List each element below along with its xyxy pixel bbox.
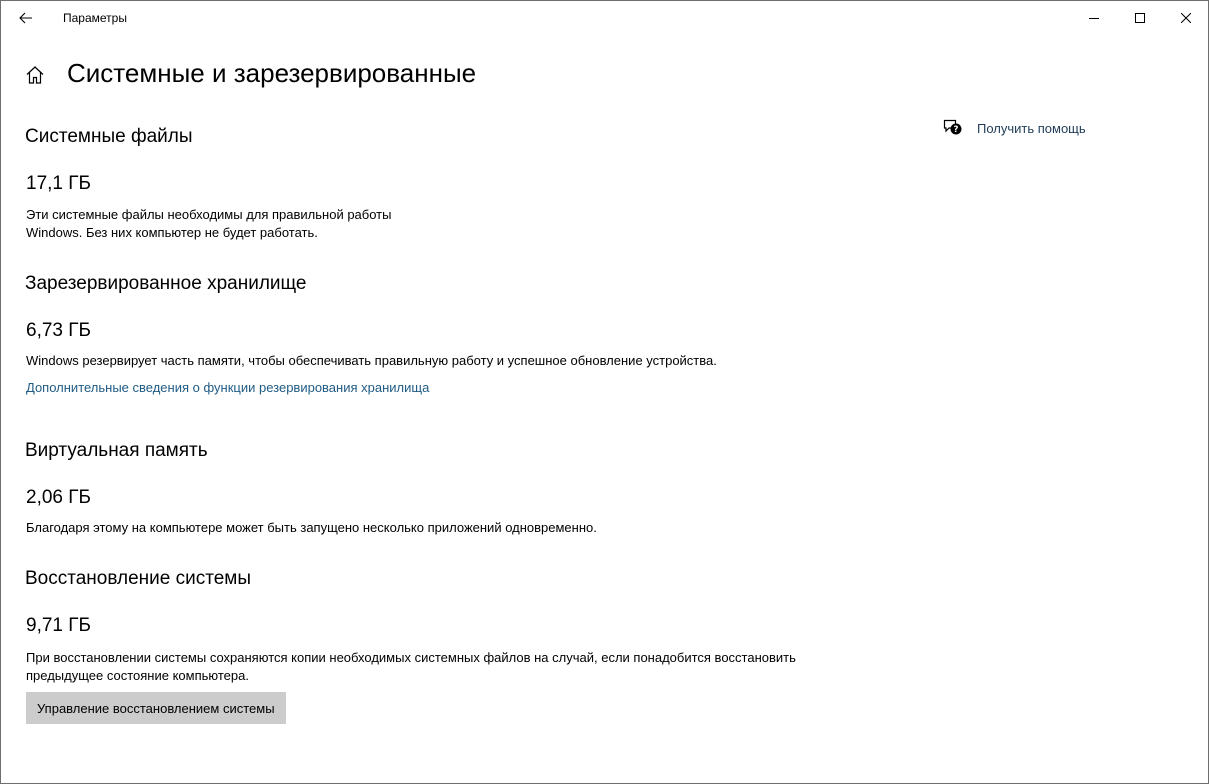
get-help-label: Получить помощь [977,120,1086,136]
home-button[interactable] [23,63,47,87]
title-bar [1,1,1208,35]
arrow-left-icon [19,12,33,24]
size-system-restore: 9,71 ГБ [26,615,92,636]
maximize-icon [1135,13,1145,23]
description-system-restore [26,649,796,685]
window-title: Параметры [63,11,127,25]
svg-text:?: ? [953,125,959,136]
home-icon [25,65,45,85]
description-reserved-storage [26,352,717,370]
reserved-storage-info-link[interactable]: Дополнительные сведения о функции резервирования хранилища [26,380,430,395]
section-title-system-files: Системные файлы [25,126,193,147]
description-system-files [26,206,391,242]
section-title-reserved-storage: Зарезервированное хранилище [25,273,307,294]
maximize-button[interactable] [1117,1,1163,35]
description-virtual-memory [26,519,597,537]
get-help-link[interactable] [943,118,1086,138]
page-title: Системные и зарезервированные [67,58,477,88]
size-virtual-memory: 2,06 ГБ [26,487,92,508]
manage-system-restore-button[interactable]: Управление восстановлением системы [26,692,286,724]
size-system-files: 17,1 ГБ [26,173,92,194]
size-reserved-storage: 6,73 ГБ [26,320,92,341]
minimize-button[interactable] [1071,1,1117,35]
description-line: При восстановлении системы сохраняются копии необходимых системных файлов на случай, если понадобится восстановить [26,650,796,665]
section-title-virtual-memory: Виртуальная память [25,440,208,461]
minimize-icon [1089,13,1099,23]
description-line: Windows резервирует часть памяти, чтобы обеспечивать правильную работу и успешное обновление устройства. [26,353,717,368]
section-title-system-restore: Восстановление системы [25,568,252,589]
close-icon [1181,13,1191,23]
back-button[interactable] [9,1,43,35]
description-line: Windows. Без них компьютер не будет работать. [26,225,318,240]
description-line: предыдущее состояние компьютера. [26,668,249,683]
chat-question-icon [943,118,963,138]
description-line: Благодаря этому на компьютере может быть запущено несколько приложений одновременно. [26,520,597,535]
close-button[interactable] [1163,1,1209,35]
description-line: Эти системные файлы необходимы для правильной работы [26,207,392,222]
